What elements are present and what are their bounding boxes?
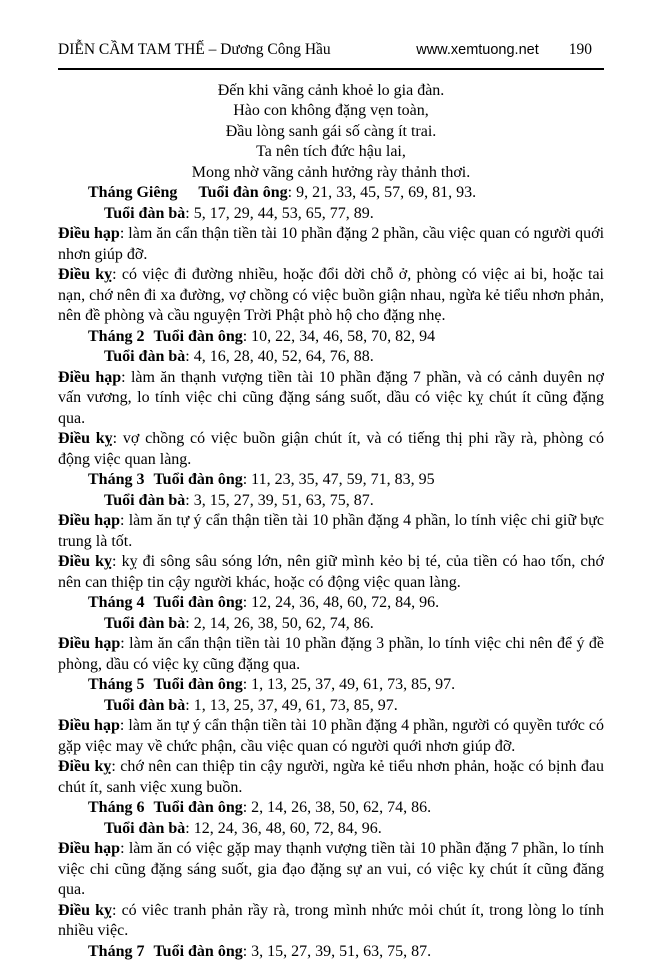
men-label: Tuổi đàn ông [153, 676, 242, 693]
ky-text: chớ nên can thiệp tin cậy người, ngừa kẻ tiểu nhơn phản, hoặc có bịnh đau chút ít, sanh việc xung buồn. [58, 758, 604, 796]
women-line [58, 614, 604, 635]
women-ages: 2, 14, 26, 38, 50, 62, 74, 86. [194, 615, 374, 632]
hap-text: làm ăn cẩn thận tiền tài 10 phần đặng 2 phần, cầu việc quan có người quới nhơn giúp đỡ. [58, 225, 604, 263]
hap-text: làm ăn cẩn thận tiền tài 10 phần đặng 3 phần, lo tính việc chi nên để ý đề phòng, dầu có việc kỵ cũng đặng qua. [58, 635, 604, 673]
women-label: Tuổi đàn bà [104, 492, 185, 509]
month-header-line [58, 942, 604, 962]
separator: : [121, 369, 125, 386]
page-header [58, 40, 604, 70]
men-label: Tuổi đàn ông [198, 184, 287, 201]
poem-line: Ta nên tích đức hậu lai, [58, 142, 604, 163]
month-name: Tháng 5 [88, 676, 144, 693]
separator: : [243, 676, 247, 693]
ky-paragraph [58, 757, 604, 798]
women-line [58, 696, 604, 717]
month-section-5 [58, 675, 604, 798]
page-number: 190 [569, 40, 592, 61]
men-label: Tuổi đàn ông [153, 943, 242, 960]
separator: : [185, 205, 189, 222]
book-title: DIỄN CẦM TAM THẾ – Dương Công Hầu [58, 40, 416, 61]
hap-label: Điều hạp [58, 512, 120, 529]
ky-paragraph [58, 265, 604, 327]
hap-paragraph [58, 511, 604, 552]
month-section-3 [58, 470, 604, 593]
separator: : [112, 266, 116, 283]
month-header-line [58, 327, 604, 348]
separator: : [243, 943, 247, 960]
women-label: Tuổi đàn bà [104, 205, 185, 222]
website-url: www.xemtuong.net [416, 40, 539, 61]
women-label: Tuổi đàn bà [104, 820, 185, 837]
hap-text: làm ăn thạnh vượng tiền tài 10 phần đặng 7 phần, và có cảnh duyên nợ vấn vương, lo tính việc chi cũng đặng sáng suốt, dầu có việc kỵ chút ít cũng đặng qua. [58, 369, 604, 427]
hap-label: Điều hạp [58, 717, 120, 734]
hap-label: Điều hạp [58, 369, 121, 386]
month-name: Tháng 6 [88, 799, 144, 816]
month-section-6 [58, 798, 604, 942]
women-ages: 5, 17, 29, 44, 53, 65, 77, 89. [194, 205, 374, 222]
separator: : [113, 430, 117, 447]
poem-line: Hào con không đặng vẹn toàn, [58, 101, 604, 122]
month-name: Tháng 3 [88, 471, 144, 488]
hap-paragraph [58, 224, 604, 265]
men-label: Tuổi đàn ông [153, 471, 242, 488]
month-header-line [58, 675, 604, 696]
ky-text: có viêc tranh phản rầy rà, trong mình nhức mỏi chút ít, trong lòng lo tính nhiều việc. [58, 902, 604, 940]
poem-line: Đầu lòng sanh gái số càng ít trai. [58, 122, 604, 143]
separator: : [112, 902, 116, 919]
separator: : [243, 471, 247, 488]
month-name: Tháng 7 [88, 943, 144, 960]
women-line [58, 204, 604, 225]
separator: : [185, 492, 189, 509]
hap-label: Điều hạp [58, 225, 120, 242]
ky-text: vợ chồng có việc buồn giận chút ít, và có tiếng thị phi rầy rà, phòng có động việc quan làng. [58, 430, 604, 468]
separator: : [112, 553, 116, 570]
hap-paragraph [58, 368, 604, 430]
women-ages: 4, 16, 28, 40, 52, 64, 76, 88. [194, 348, 374, 365]
hap-paragraph [58, 716, 604, 757]
women-label: Tuổi đàn bà [104, 697, 185, 714]
ky-paragraph [58, 429, 604, 470]
women-line [58, 819, 604, 840]
hap-paragraph [58, 634, 604, 675]
ky-label: Điều kỵ [58, 266, 112, 283]
men-label: Tuổi đàn ông [153, 799, 242, 816]
women-line [58, 347, 604, 368]
men-label: Tuổi đàn ông [153, 594, 242, 611]
men-ages: 10, 22, 34, 46, 58, 70, 82, 94 [251, 328, 435, 345]
month-name: Tháng Giêng [88, 184, 177, 201]
ky-label: Điều kỵ [58, 553, 112, 570]
hap-text: làm ăn có việc gặp may thạnh vượng tiền tài 10 phần đặng 7 phần, lo tính việc chi cũng đặng sáng suốt, gia đạo đặng sự an vui, có việc kỵ chút ít cũng đăng qua. [58, 840, 604, 898]
men-ages: 9, 21, 33, 45, 57, 69, 81, 93. [296, 184, 476, 201]
hap-label: Điều hạp [58, 840, 120, 857]
poem-line: Mong nhờ vãng cảnh hưởng rày thảnh thơi. [58, 163, 604, 184]
men-ages: 1, 13, 25, 37, 49, 61, 73, 85, 97. [251, 676, 455, 693]
separator: : [185, 348, 189, 365]
women-label: Tuổi đàn bà [104, 348, 185, 365]
separator: : [120, 225, 124, 242]
hap-paragraph [58, 839, 604, 901]
month-header-line [58, 593, 604, 614]
hap-text: làm ăn tự ý cẩn thận tiền tài 10 phần đặng 4 phần, người có quyền tước có gặp việc may về chức phận, cầu việc quan có người quới nhơn giúp đỡ. [58, 717, 604, 755]
month-name: Tháng 2 [88, 328, 144, 345]
separator: : [185, 697, 189, 714]
months-content [58, 183, 604, 962]
separator: : [243, 594, 247, 611]
month-header-line [58, 470, 604, 491]
month-header-line [58, 798, 604, 819]
women-line [58, 491, 604, 512]
men-ages: 12, 24, 36, 48, 60, 72, 84, 96. [251, 594, 439, 611]
separator: : [288, 184, 292, 201]
month-section-2 [58, 327, 604, 471]
separator: : [120, 512, 124, 529]
separator: : [243, 328, 247, 345]
month-name: Tháng 4 [88, 594, 144, 611]
ky-text: kỵ đi sông sâu sóng lớn, nên giữ mình kẻo bị té, của tiền có hao tốn, chớ nên can thiệp tin cậy người khác, hoặc có động việc quan làng. [58, 553, 604, 591]
men-ages: 3, 15, 27, 39, 51, 63, 75, 87. [251, 943, 431, 960]
separator: : [120, 840, 124, 857]
separator: : [120, 635, 124, 652]
women-ages: 12, 24, 36, 48, 60, 72, 84, 96. [194, 820, 382, 837]
hap-label: Điều hạp [58, 635, 120, 652]
separator: : [185, 820, 189, 837]
poem-line: Đến khi vãng cảnh khoẻ lo gia đàn. [58, 81, 604, 102]
men-ages: 11, 23, 35, 47, 59, 71, 83, 95 [251, 471, 434, 488]
hap-text: làm ăn tự ý cẩn thận tiền tài 10 phần đặng 4 phần, lo tính việc chi giữ bực trung là tốt. [58, 512, 604, 550]
ky-label: Điều kỵ [58, 430, 113, 447]
separator: : [243, 799, 247, 816]
ky-paragraph [58, 901, 604, 942]
women-label: Tuổi đàn bà [104, 615, 185, 632]
month-section-4 [58, 593, 604, 675]
women-ages: 3, 15, 27, 39, 51, 63, 75, 87. [194, 492, 374, 509]
poem-block [58, 81, 604, 184]
ky-label: Điều kỵ [58, 902, 112, 919]
ky-paragraph [58, 552, 604, 593]
ky-text: có việc đi đường nhiều, hoặc đổi dời chỗ ở, phòng có việc ai bi, hoặc tai nạn, chớ nên đi xa đường, vợ chồng có việc buồn giận nhau, ngừa kẻ tiểu nhơn phản, nên đề phòng và cầu nguyện Trời Phật phò hộ cho đặng nhẹ. [58, 266, 604, 324]
separator: : [120, 717, 124, 734]
month-section-gieng [58, 183, 604, 327]
separator: : [185, 615, 189, 632]
month-header-line [58, 183, 604, 204]
ky-label: Điều kỵ [58, 758, 111, 775]
men-label: Tuổi đàn ông [153, 328, 242, 345]
women-ages: 1, 13, 25, 37, 49, 61, 73, 85, 97. [194, 697, 398, 714]
men-ages: 2, 14, 26, 38, 50, 62, 74, 86. [251, 799, 431, 816]
month-section-7 [58, 942, 604, 962]
separator: : [111, 758, 115, 775]
